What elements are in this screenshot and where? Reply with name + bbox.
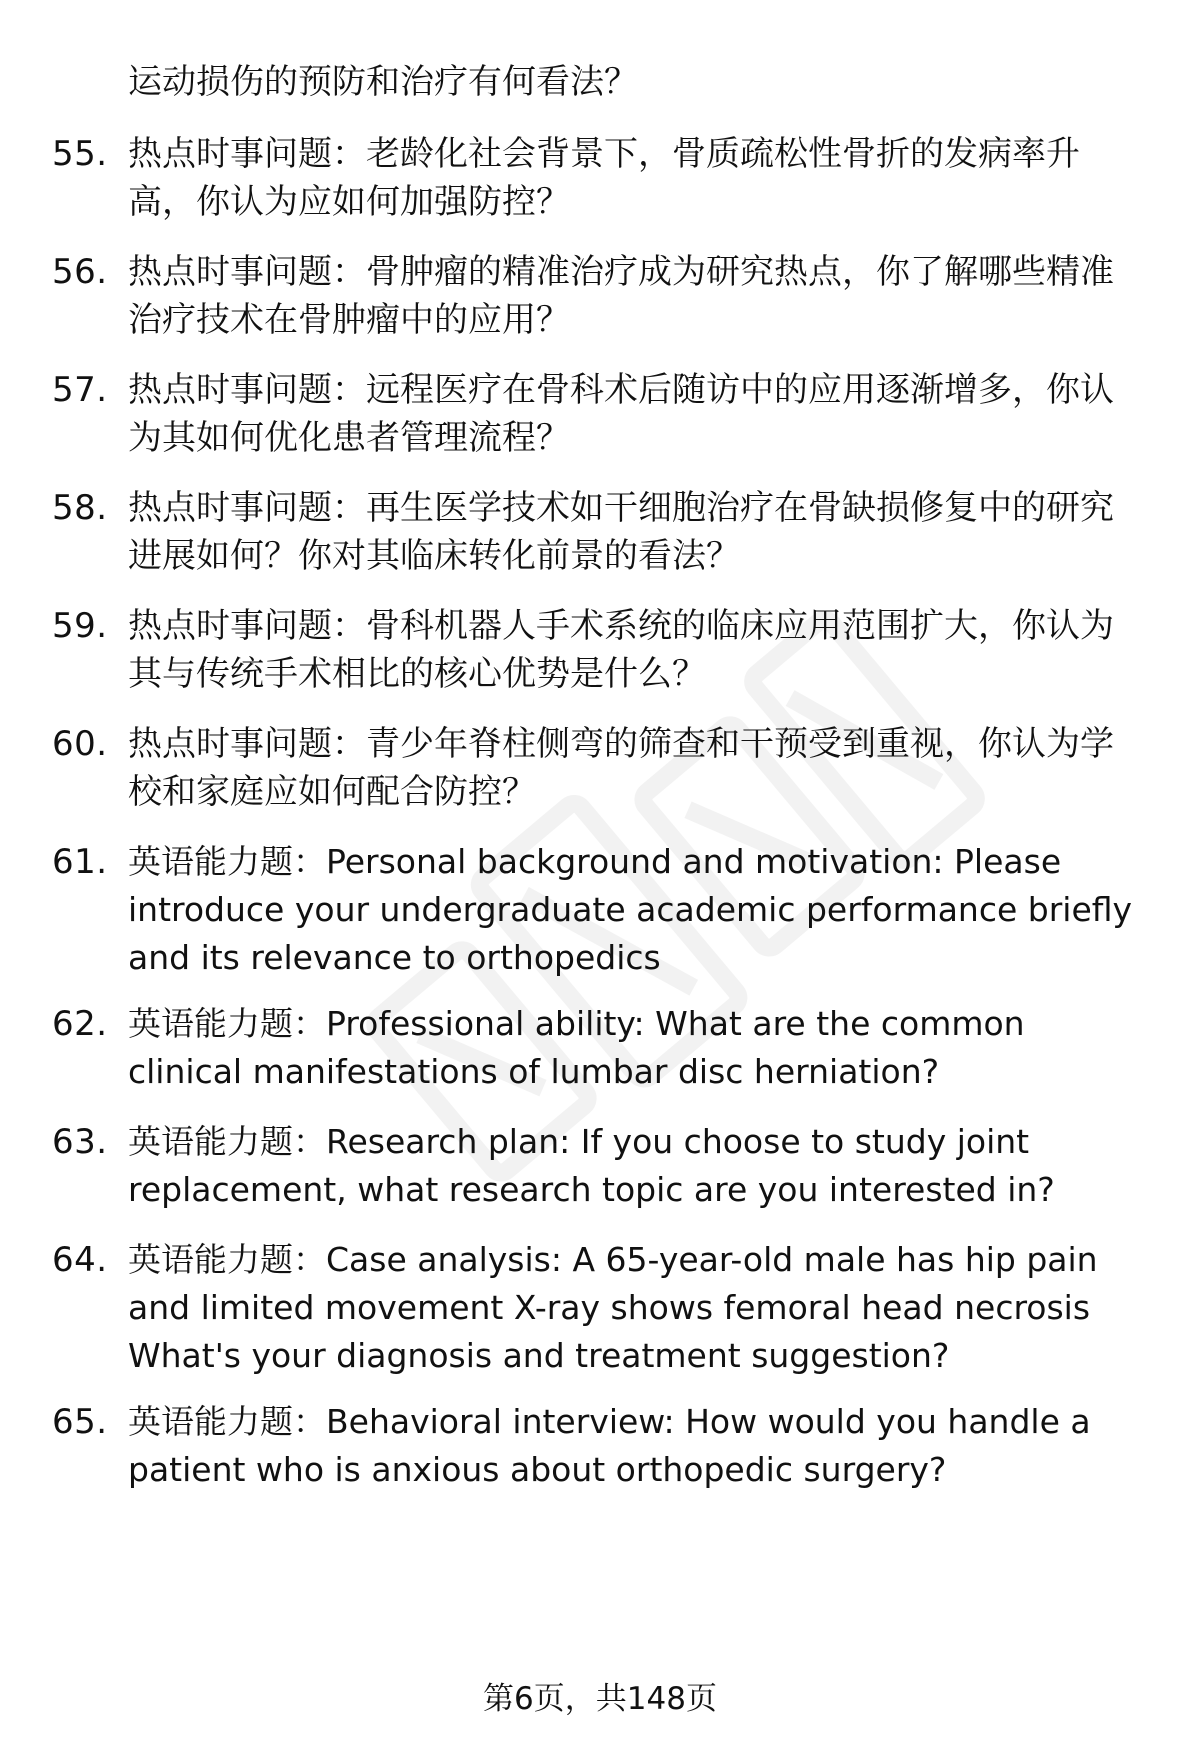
question-text: 热点时事问题：骨科机器人手术系统的临床应用范围扩大，你认为其与传统手术相比的核心优势是什么？ [128,606,1114,694]
question-number: 59. [52,606,108,646]
question-text: 英语能力题：Professional ability: What are the common clinical manifestations of lumbar disc herniation? [128,1004,1025,1091]
question-number: 64. [52,1240,108,1280]
question-number: 63. [52,1122,108,1162]
question-number: 62. [52,1004,108,1044]
question-text: 热点时事问题：骨肿瘤的精准治疗成为研究热点，你了解哪些精准治疗技术在骨肿瘤中的应用？ [128,252,1114,340]
question-text: 热点时事问题：青少年脊柱侧弯的筛查和干预受到重视，你认为学校和家庭应如何配合防控？ [128,724,1114,812]
question-text: 英语能力题：Behavioral interview: How would you handle a patient who is anxious about orthopedic surgery? [128,1402,1091,1489]
question-text: 英语能力题：Research plan: If you choose to study joint replacement, what research topic are you interested in? [128,1122,1055,1209]
question-number: 57. [52,370,108,410]
question-text: 热点时事问题：老龄化社会背景下，骨质疏松性骨折的发病率升高，你认为应如何加强防控？ [128,134,1080,222]
question-number: 61. [52,842,108,882]
page-footer: 第6页，共148页 [483,1681,717,1717]
question-number: 65. [52,1402,108,1442]
question-text: 英语能力题：Case analysis: A 65-year-old male has hip pain and limited movement X-ray shows femoral head necrosis What's your diagnosis and treatment suggestion? [128,1240,1098,1375]
question-number: 56. [52,252,108,292]
question-number: 55. [52,134,108,174]
question-number: 58. [52,488,108,528]
question-number: 60. [52,724,108,764]
continuation-text: 运动损伤的预防和治疗有何看法？ [128,62,638,102]
question-text: 热点时事问题：再生医学技术如干细胞治疗在骨缺损修复中的研究进展如何？你对其临床转化前景的看法？ [128,488,1114,576]
question-text: 英语能力题：Personal background and motivation: Please introduce your undergraduate academic performance briefly and its relevance to orthopedics [128,842,1133,977]
question-text: 热点时事问题：远程医疗在骨科术后随访中的应用逐渐增多，你认为其如何优化患者管理流程？ [128,370,1114,458]
